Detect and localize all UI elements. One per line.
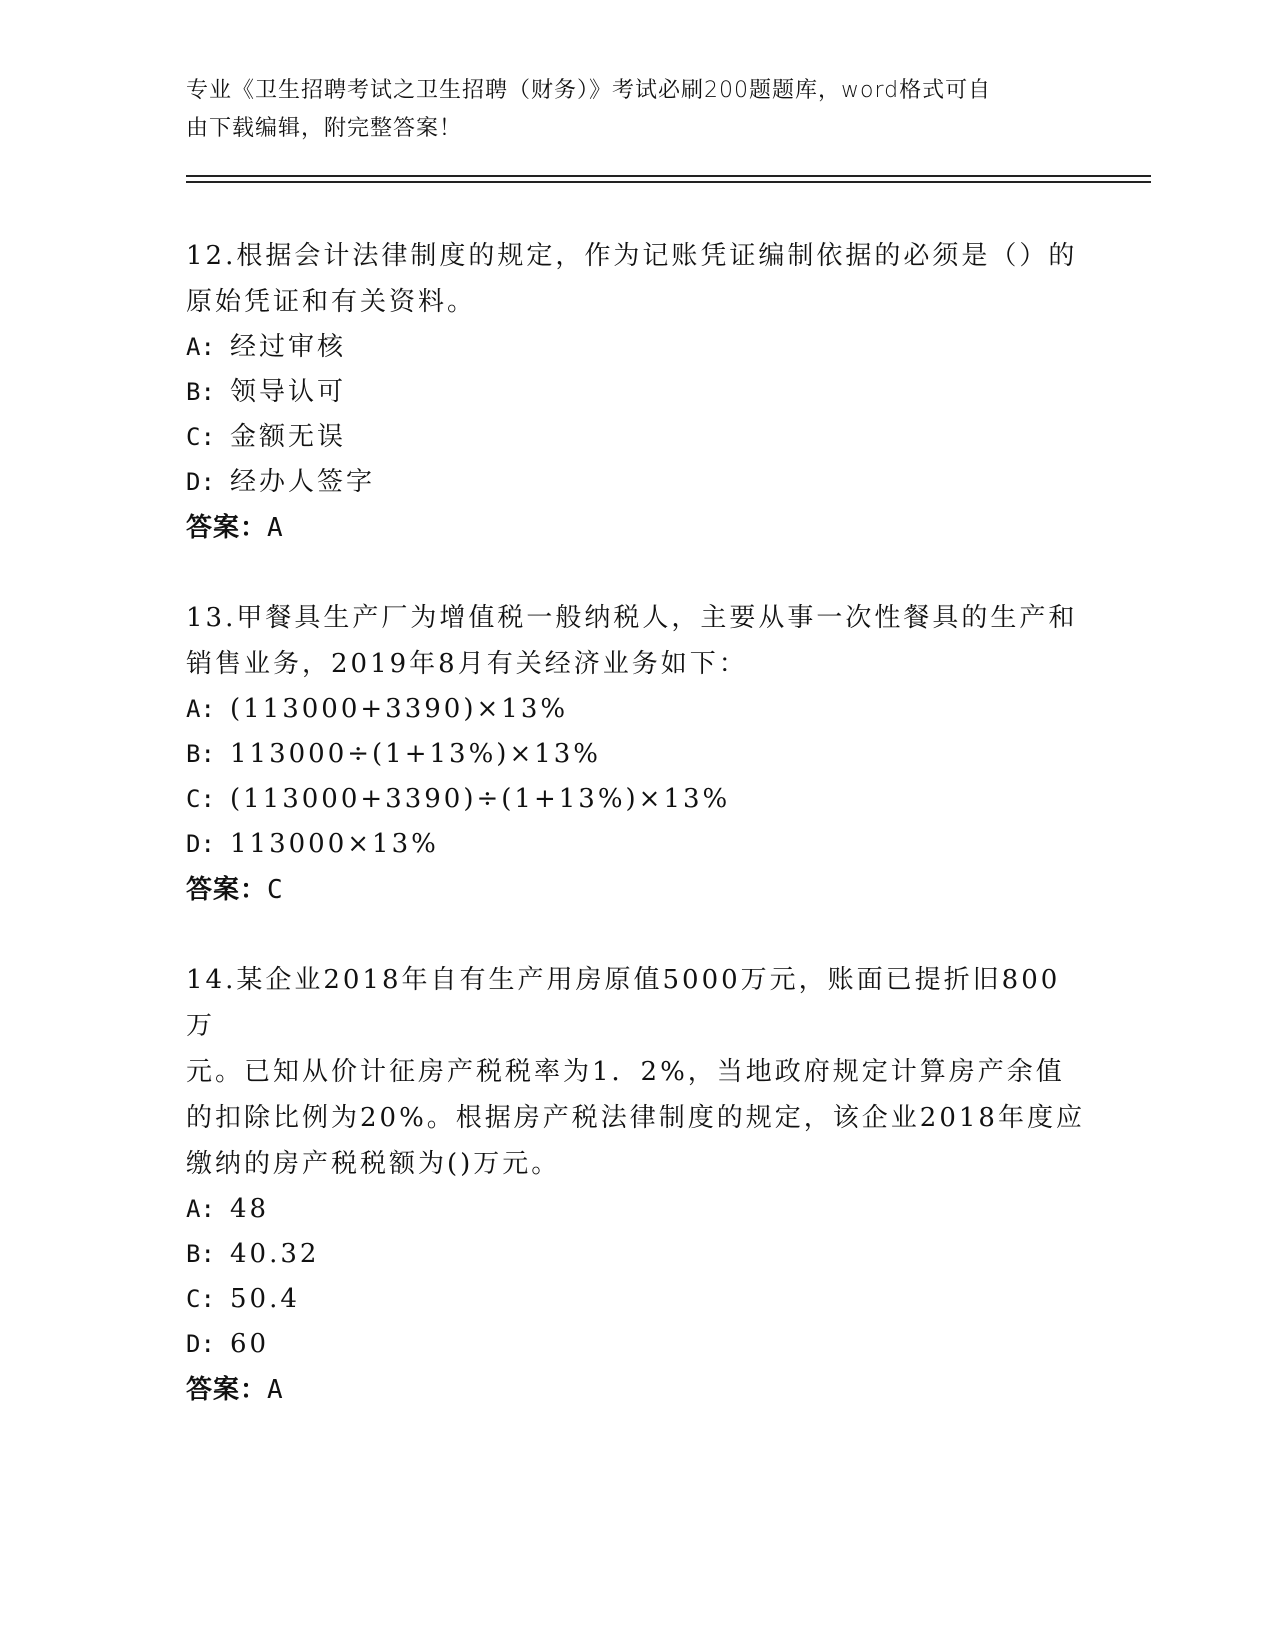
question-stem-line: 原始凭证和有关资料。 xyxy=(186,287,477,317)
option-text: 48 xyxy=(230,1194,270,1224)
question-14 xyxy=(186,957,1086,1413)
option-d xyxy=(186,822,1086,867)
answer-line xyxy=(186,505,1086,551)
question-stem-line: 13.甲餐具生产厂为增值税一般纳税人，主要从事一次性餐具的生产和 xyxy=(186,603,1078,633)
option-letter: C: xyxy=(186,785,215,813)
option-letter: D: xyxy=(186,468,215,496)
document-header xyxy=(186,72,1066,148)
option-text: 113000×13% xyxy=(230,829,439,859)
option-d xyxy=(186,1322,1086,1367)
option-letter: A: xyxy=(186,333,215,361)
option-text: 50.4 xyxy=(230,1284,300,1314)
question-13 xyxy=(186,595,1086,913)
option-b xyxy=(186,370,1086,415)
answer-label: 答案： xyxy=(186,1375,268,1405)
option-text: (113000+3390)÷(1+13%)×13% xyxy=(230,784,731,814)
option-d xyxy=(186,460,1086,505)
option-text: 60 xyxy=(230,1329,270,1359)
option-b xyxy=(186,732,1086,777)
header-divider-top xyxy=(186,175,1151,177)
option-letter: D: xyxy=(186,830,215,858)
option-text: 领导认可 xyxy=(230,377,347,407)
option-a xyxy=(186,325,1086,370)
answer-label: 答案： xyxy=(186,875,268,905)
option-c xyxy=(186,415,1086,460)
option-a xyxy=(186,687,1086,732)
answer-line xyxy=(186,1367,1086,1413)
option-letter: B: xyxy=(186,1240,215,1268)
question-stem-line: 缴纳的房产税税额为()万元。 xyxy=(186,1149,561,1179)
option-letter: B: xyxy=(186,378,215,406)
header-line-1: 专业《卫生招聘考试之卫生招聘（财务）》考试必刷200题题库，word格式可自 xyxy=(186,78,992,103)
answer-line xyxy=(186,867,1086,913)
answer-value: A xyxy=(267,1375,284,1405)
header-line-2: 由下载编辑，附完整答案！ xyxy=(186,116,463,141)
option-letter: A: xyxy=(186,695,215,723)
option-text: 113000÷(1+13%)×13% xyxy=(230,739,602,769)
option-b xyxy=(186,1232,1086,1277)
option-text: 40.32 xyxy=(230,1239,320,1269)
question-stem-line: 14.某企业2018年自有生产用房原值5000万元，账面已提折旧800万 xyxy=(186,965,1061,1041)
question-12 xyxy=(186,233,1086,551)
answer-value: A xyxy=(267,513,284,543)
answer-value: C xyxy=(267,875,284,905)
question-stem-line: 元。已知从价计征房产税税率为1．2%，当地政府规定计算房产余值 xyxy=(186,1057,1065,1087)
option-c xyxy=(186,1277,1086,1322)
option-letter: B: xyxy=(186,740,215,768)
option-letter: A: xyxy=(186,1195,215,1223)
question-stem-line: 12.根据会计法律制度的规定，作为记账凭证编制依据的必须是（）的 xyxy=(186,241,1078,271)
answer-label: 答案： xyxy=(186,513,268,543)
option-letter: C: xyxy=(186,1285,215,1313)
option-text: (113000+3390)×13% xyxy=(230,694,569,724)
option-letter: C: xyxy=(186,423,215,451)
question-stem-line: 的扣除比例为20%。根据房产税法律制度的规定，该企业2018年度应 xyxy=(186,1103,1085,1133)
question-stem-line: 销售业务，2019年8月有关经济业务如下： xyxy=(186,649,748,679)
header-divider-bottom xyxy=(186,181,1151,183)
option-c xyxy=(186,777,1086,822)
option-text: 金额无误 xyxy=(230,422,347,452)
option-text: 经办人签字 xyxy=(230,467,376,497)
option-letter: D: xyxy=(186,1330,215,1358)
option-text: 经过审核 xyxy=(230,332,347,362)
option-a xyxy=(186,1187,1086,1232)
